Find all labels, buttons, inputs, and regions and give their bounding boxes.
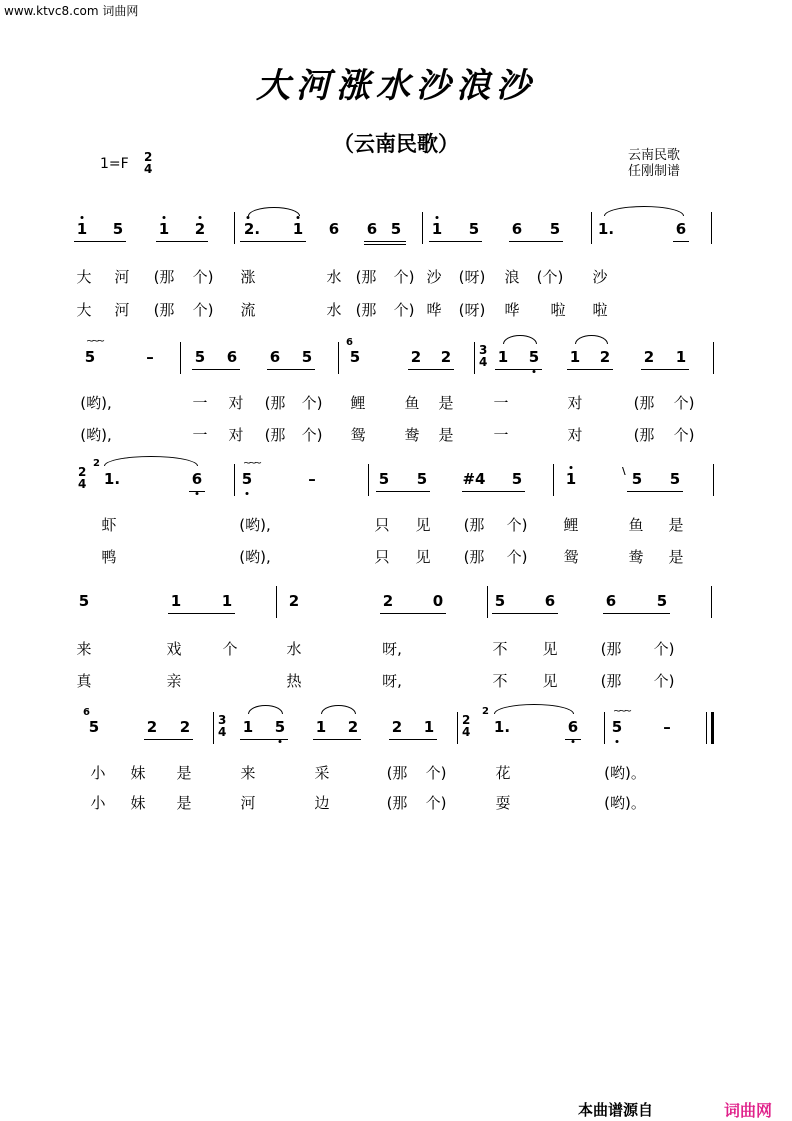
lyric-syllable: 是: [668, 548, 684, 566]
note: 1.: [103, 470, 121, 488]
lyric-syllable: 沙: [592, 268, 608, 286]
lyric-syllable: 小: [90, 764, 106, 782]
note: 5: [468, 220, 480, 238]
octave-dot: [616, 740, 619, 743]
lyric-syllable: 呀,: [382, 640, 402, 658]
lyric-syllable: 只: [374, 516, 390, 534]
lyric-syllable: 见: [415, 516, 431, 534]
lyric-syllable: 个): [301, 426, 323, 444]
beam-underline: [156, 241, 208, 242]
lyric-syllable: 浪: [504, 268, 520, 286]
bar-line: [180, 342, 181, 374]
lyric-syllable: 河: [114, 268, 130, 286]
beam-underline: [673, 241, 689, 242]
lyric-syllable: 是: [176, 764, 192, 782]
note: 1: [565, 470, 577, 488]
beam-underline: [240, 739, 288, 740]
lyric-syllable: 来: [76, 640, 92, 658]
credit-transcriber: 任刚制谱: [628, 164, 681, 179]
note: 2: [146, 718, 158, 736]
lyric-syllable: 个): [393, 268, 415, 286]
lyric-syllable: 耍: [495, 794, 511, 812]
lyric-syllable: 大: [76, 301, 92, 319]
beam-underline: [408, 369, 454, 370]
lyric-syllable: (那: [153, 268, 175, 286]
credit-origin: 云南民歌: [628, 148, 681, 163]
note: 1: [76, 220, 88, 238]
bar-line: [474, 342, 475, 374]
bar-line: [487, 586, 488, 618]
beam-underline: [389, 739, 437, 740]
note: –: [308, 470, 316, 488]
lyric-syllable: 戏: [166, 640, 182, 658]
lyric-syllable: 真: [76, 672, 92, 690]
bar-line: [276, 586, 277, 618]
lyric-syllable: (那: [355, 301, 377, 319]
note: 5: [112, 220, 124, 238]
octave-dot: [247, 216, 250, 219]
lyric-syllable: (呀): [458, 268, 486, 286]
octave-dot: [196, 492, 199, 495]
bar-line: [706, 712, 707, 744]
note: 6: [226, 348, 238, 366]
lyric-syllable: 是: [176, 794, 192, 812]
note: 6: [675, 220, 687, 238]
lyric-syllable: 只: [374, 548, 390, 566]
note: 5: [611, 718, 623, 736]
note: 1.: [493, 718, 511, 736]
lyric-syllable: 见: [415, 548, 431, 566]
lyric-syllable: 鸯: [404, 426, 420, 444]
grace-note: 2: [482, 706, 489, 717]
beam-underline: [509, 241, 563, 242]
lyric-syllable: 啦: [592, 301, 608, 319]
lyric-syllable: (那: [633, 426, 655, 444]
lyric-syllable: 一: [493, 426, 509, 444]
note: 5: [416, 470, 428, 488]
note: 5: [528, 348, 540, 366]
lyric-syllable: 个): [673, 394, 695, 412]
note: 1.: [597, 220, 615, 238]
note: 5: [78, 592, 90, 610]
footer-site-link[interactable]: 词曲网: [724, 1101, 773, 1120]
lyric-syllable: 沙: [426, 268, 442, 286]
lyric-syllable: 个): [506, 548, 528, 566]
lyric-syllable: 对: [567, 426, 583, 444]
lyric-syllable: 一: [192, 426, 208, 444]
mordent-icon: ~~~: [613, 706, 630, 717]
beam-underline: [627, 491, 683, 492]
octave-dot: [297, 216, 300, 219]
beam-underline: [168, 613, 235, 614]
lyric-syllable: 涨: [240, 268, 256, 286]
note: 1: [292, 220, 304, 238]
lyric-syllable: (哟),: [239, 516, 271, 534]
lyric-syllable: 一: [192, 394, 208, 412]
beam-underline: [492, 613, 558, 614]
tie-slur: [503, 335, 537, 344]
lyric-syllable: 个): [425, 794, 447, 812]
note: 1: [569, 348, 581, 366]
lyric-syllable: 对: [228, 426, 244, 444]
bar-line: [368, 464, 369, 496]
note: #4: [462, 470, 486, 488]
octave-dot: [81, 216, 84, 219]
note: 1: [497, 348, 509, 366]
lyric-syllable: 水: [326, 301, 342, 319]
tie-slur: [104, 456, 198, 466]
lyric-syllable: 个): [653, 672, 675, 690]
lyric-syllable: 个): [393, 301, 415, 319]
lyric-syllable: 哗: [426, 301, 442, 319]
tie-slur: [248, 705, 283, 714]
note: 5: [88, 718, 100, 736]
lyric-syllable: (哟),: [80, 394, 112, 412]
lyric-syllable: 对: [228, 394, 244, 412]
lyric-syllable: (那: [264, 426, 286, 444]
lyric-syllable: 对: [567, 394, 583, 412]
bar-line: [713, 342, 714, 374]
beam-underline: [495, 369, 542, 370]
lyric-syllable: 大: [76, 268, 92, 286]
note: 2: [599, 348, 611, 366]
lyric-syllable: 啦: [550, 301, 566, 319]
lyric-syllable: 个): [425, 764, 447, 782]
lyric-syllable: 鲤: [563, 516, 579, 534]
lyric-syllable: (呀): [458, 301, 486, 319]
bar-line: [711, 212, 712, 244]
note: 6: [511, 220, 523, 238]
bar-line: [604, 712, 605, 744]
lyric-syllable: 不: [492, 672, 508, 690]
key-signature: 1=F: [100, 156, 129, 172]
grace-note: 2: [93, 458, 100, 469]
lyric-syllable: 鸭: [101, 548, 117, 566]
lyric-syllable: 是: [668, 516, 684, 534]
octave-dot: [279, 740, 282, 743]
note: 1: [242, 718, 254, 736]
song-subtitle: （云南民歌）: [333, 132, 459, 156]
lyric-syllable: (个): [536, 268, 564, 286]
lyric-syllable: 鱼: [628, 516, 644, 534]
note: 2: [347, 718, 359, 736]
beam-underline: [380, 613, 446, 614]
lyric-syllable: 个): [301, 394, 323, 412]
beam-underline: [364, 244, 406, 245]
lyric-syllable: 个): [506, 516, 528, 534]
tie-slur: [604, 206, 684, 216]
note: –: [146, 348, 154, 366]
lyric-syllable: 鱼: [404, 394, 420, 412]
lyric-syllable: 个: [222, 640, 238, 658]
lyric-syllable: 不: [492, 640, 508, 658]
lyric-syllable: 个): [192, 268, 214, 286]
lyric-syllable: (那: [264, 394, 286, 412]
note: 2: [288, 592, 300, 610]
lyric-syllable: (哟),: [80, 426, 112, 444]
lyric-syllable: 哗: [504, 301, 520, 319]
note: 5: [511, 470, 523, 488]
lyric-syllable: 花: [495, 764, 511, 782]
lyric-syllable: 个): [673, 426, 695, 444]
song-title: 大河涨水沙浪沙: [256, 66, 536, 106]
note: 2: [382, 592, 394, 610]
tie-slur: [248, 207, 300, 216]
tie-slur: [494, 704, 574, 714]
time-signature-change: 3 4: [218, 713, 227, 739]
note: 6: [328, 220, 340, 238]
lyric-syllable: 是: [438, 426, 454, 444]
bar-line: [713, 464, 714, 496]
bar-line: [711, 712, 714, 744]
lyric-syllable: 亲: [166, 672, 182, 690]
note: 6: [544, 592, 556, 610]
beam-underline: [462, 491, 525, 492]
lyric-syllable: (那: [386, 794, 408, 812]
bar-line: [338, 342, 339, 374]
octave-dot: [199, 216, 202, 219]
note: 1: [170, 592, 182, 610]
lyric-syllable: (哟)。: [604, 794, 646, 812]
note: 5: [241, 470, 253, 488]
lyric-syllable: 河: [240, 794, 256, 812]
mordent-icon: ~~~: [243, 458, 260, 469]
beam-underline: [189, 491, 205, 492]
note: 2.: [243, 220, 261, 238]
octave-dot: [533, 370, 536, 373]
beam-underline: [144, 739, 193, 740]
lyric-syllable: 是: [438, 394, 454, 412]
lyric-syllable: 鸳: [563, 548, 579, 566]
beam-underline: [364, 241, 406, 242]
lyric-syllable: 呀,: [382, 672, 402, 690]
tie-slur: [575, 335, 608, 344]
lyric-syllable: 见: [542, 640, 558, 658]
bar-line: [422, 212, 423, 244]
lyric-syllable: (哟)。: [604, 764, 646, 782]
octave-dot: [572, 740, 575, 743]
octave-dot: [436, 216, 439, 219]
note: 1: [675, 348, 687, 366]
footer-source-label: 本曲谱源自: [578, 1101, 654, 1119]
lyric-syllable: 鸯: [628, 548, 644, 566]
lyric-syllable: (那: [355, 268, 377, 286]
note: 2: [440, 348, 452, 366]
beam-underline: [603, 613, 670, 614]
bar-line: [234, 212, 235, 244]
time-signature: 2 4: [144, 150, 153, 176]
lyric-syllable: 热: [286, 672, 302, 690]
lyric-syllable: 妹: [130, 764, 146, 782]
beam-underline: [313, 739, 361, 740]
lyric-syllable: 个): [192, 301, 214, 319]
lyric-syllable: (哟),: [239, 548, 271, 566]
lyric-syllable: 虾: [101, 516, 117, 534]
beam-underline: [567, 369, 613, 370]
site-watermark: www.ktvc8.com 词曲网: [4, 4, 139, 18]
lyric-syllable: 水: [326, 268, 342, 286]
note: 6: [366, 220, 378, 238]
beam-underline: [641, 369, 689, 370]
lyric-syllable: 采: [314, 764, 330, 782]
lyric-syllable: (那: [463, 516, 485, 534]
beam-underline: [192, 369, 240, 370]
lyric-syllable: 边: [314, 794, 330, 812]
lyric-syllable: 妹: [130, 794, 146, 812]
lyric-syllable: (那: [153, 301, 175, 319]
note: –: [663, 718, 671, 736]
beam-underline: [565, 739, 581, 740]
note: 1: [431, 220, 443, 238]
note: 5: [274, 718, 286, 736]
note: 5: [631, 470, 643, 488]
lyric-syllable: (那: [600, 672, 622, 690]
note: 6: [191, 470, 203, 488]
lyric-syllable: 见: [542, 672, 558, 690]
note: 1: [221, 592, 233, 610]
grace-note: 6: [346, 337, 353, 348]
time-signature-change: 2 4: [78, 465, 87, 491]
beam-underline: [429, 241, 482, 242]
note: 6: [567, 718, 579, 736]
time-signature-change: 2 4: [462, 713, 471, 739]
bar-line: [213, 712, 214, 744]
bar-line: [457, 712, 458, 744]
lyric-syllable: 鲤: [350, 394, 366, 412]
beam-underline: [267, 369, 315, 370]
lyric-syllable: 水: [286, 640, 302, 658]
lyric-syllable: 鸳: [350, 426, 366, 444]
lyric-syllable: (那: [386, 764, 408, 782]
time-signature-change: 3 4: [479, 343, 488, 369]
beam-underline: [240, 241, 306, 242]
note: 5: [349, 348, 361, 366]
note: 6: [269, 348, 281, 366]
bar-line: [234, 464, 235, 496]
tie-slur: [321, 705, 356, 714]
bar-line: [711, 586, 712, 618]
octave-dot: [163, 216, 166, 219]
lyric-syllable: 个): [653, 640, 675, 658]
lyric-syllable: (那: [600, 640, 622, 658]
lyric-syllable: (那: [463, 548, 485, 566]
note: 5: [301, 348, 313, 366]
note: 1: [315, 718, 327, 736]
note: 5: [669, 470, 681, 488]
note: 1: [423, 718, 435, 736]
note: 5: [549, 220, 561, 238]
note: 5: [378, 470, 390, 488]
beam-underline: [376, 491, 430, 492]
note: 5: [390, 220, 402, 238]
octave-dot: [570, 466, 573, 469]
note: 5: [194, 348, 206, 366]
note: 0: [432, 592, 444, 610]
bar-line: [553, 464, 554, 496]
grace-note: \: [622, 466, 626, 477]
note: 2: [391, 718, 403, 736]
lyric-syllable: 河: [114, 301, 130, 319]
bar-line: [591, 212, 592, 244]
note: 6: [605, 592, 617, 610]
mordent-icon: ~~~: [86, 336, 103, 347]
note: 1: [158, 220, 170, 238]
note: 5: [656, 592, 668, 610]
note: 2: [194, 220, 206, 238]
note: 5: [84, 348, 96, 366]
octave-dot: [246, 492, 249, 495]
note: 2: [410, 348, 422, 366]
lyric-syllable: 一: [493, 394, 509, 412]
note: 2: [179, 718, 191, 736]
lyric-syllable: (那: [633, 394, 655, 412]
beam-underline: [74, 241, 126, 242]
grace-note: 6: [83, 707, 90, 718]
note: 2: [643, 348, 655, 366]
lyric-syllable: 小: [90, 794, 106, 812]
lyric-syllable: 来: [240, 764, 256, 782]
lyric-syllable: 流: [240, 301, 256, 319]
note: 5: [494, 592, 506, 610]
